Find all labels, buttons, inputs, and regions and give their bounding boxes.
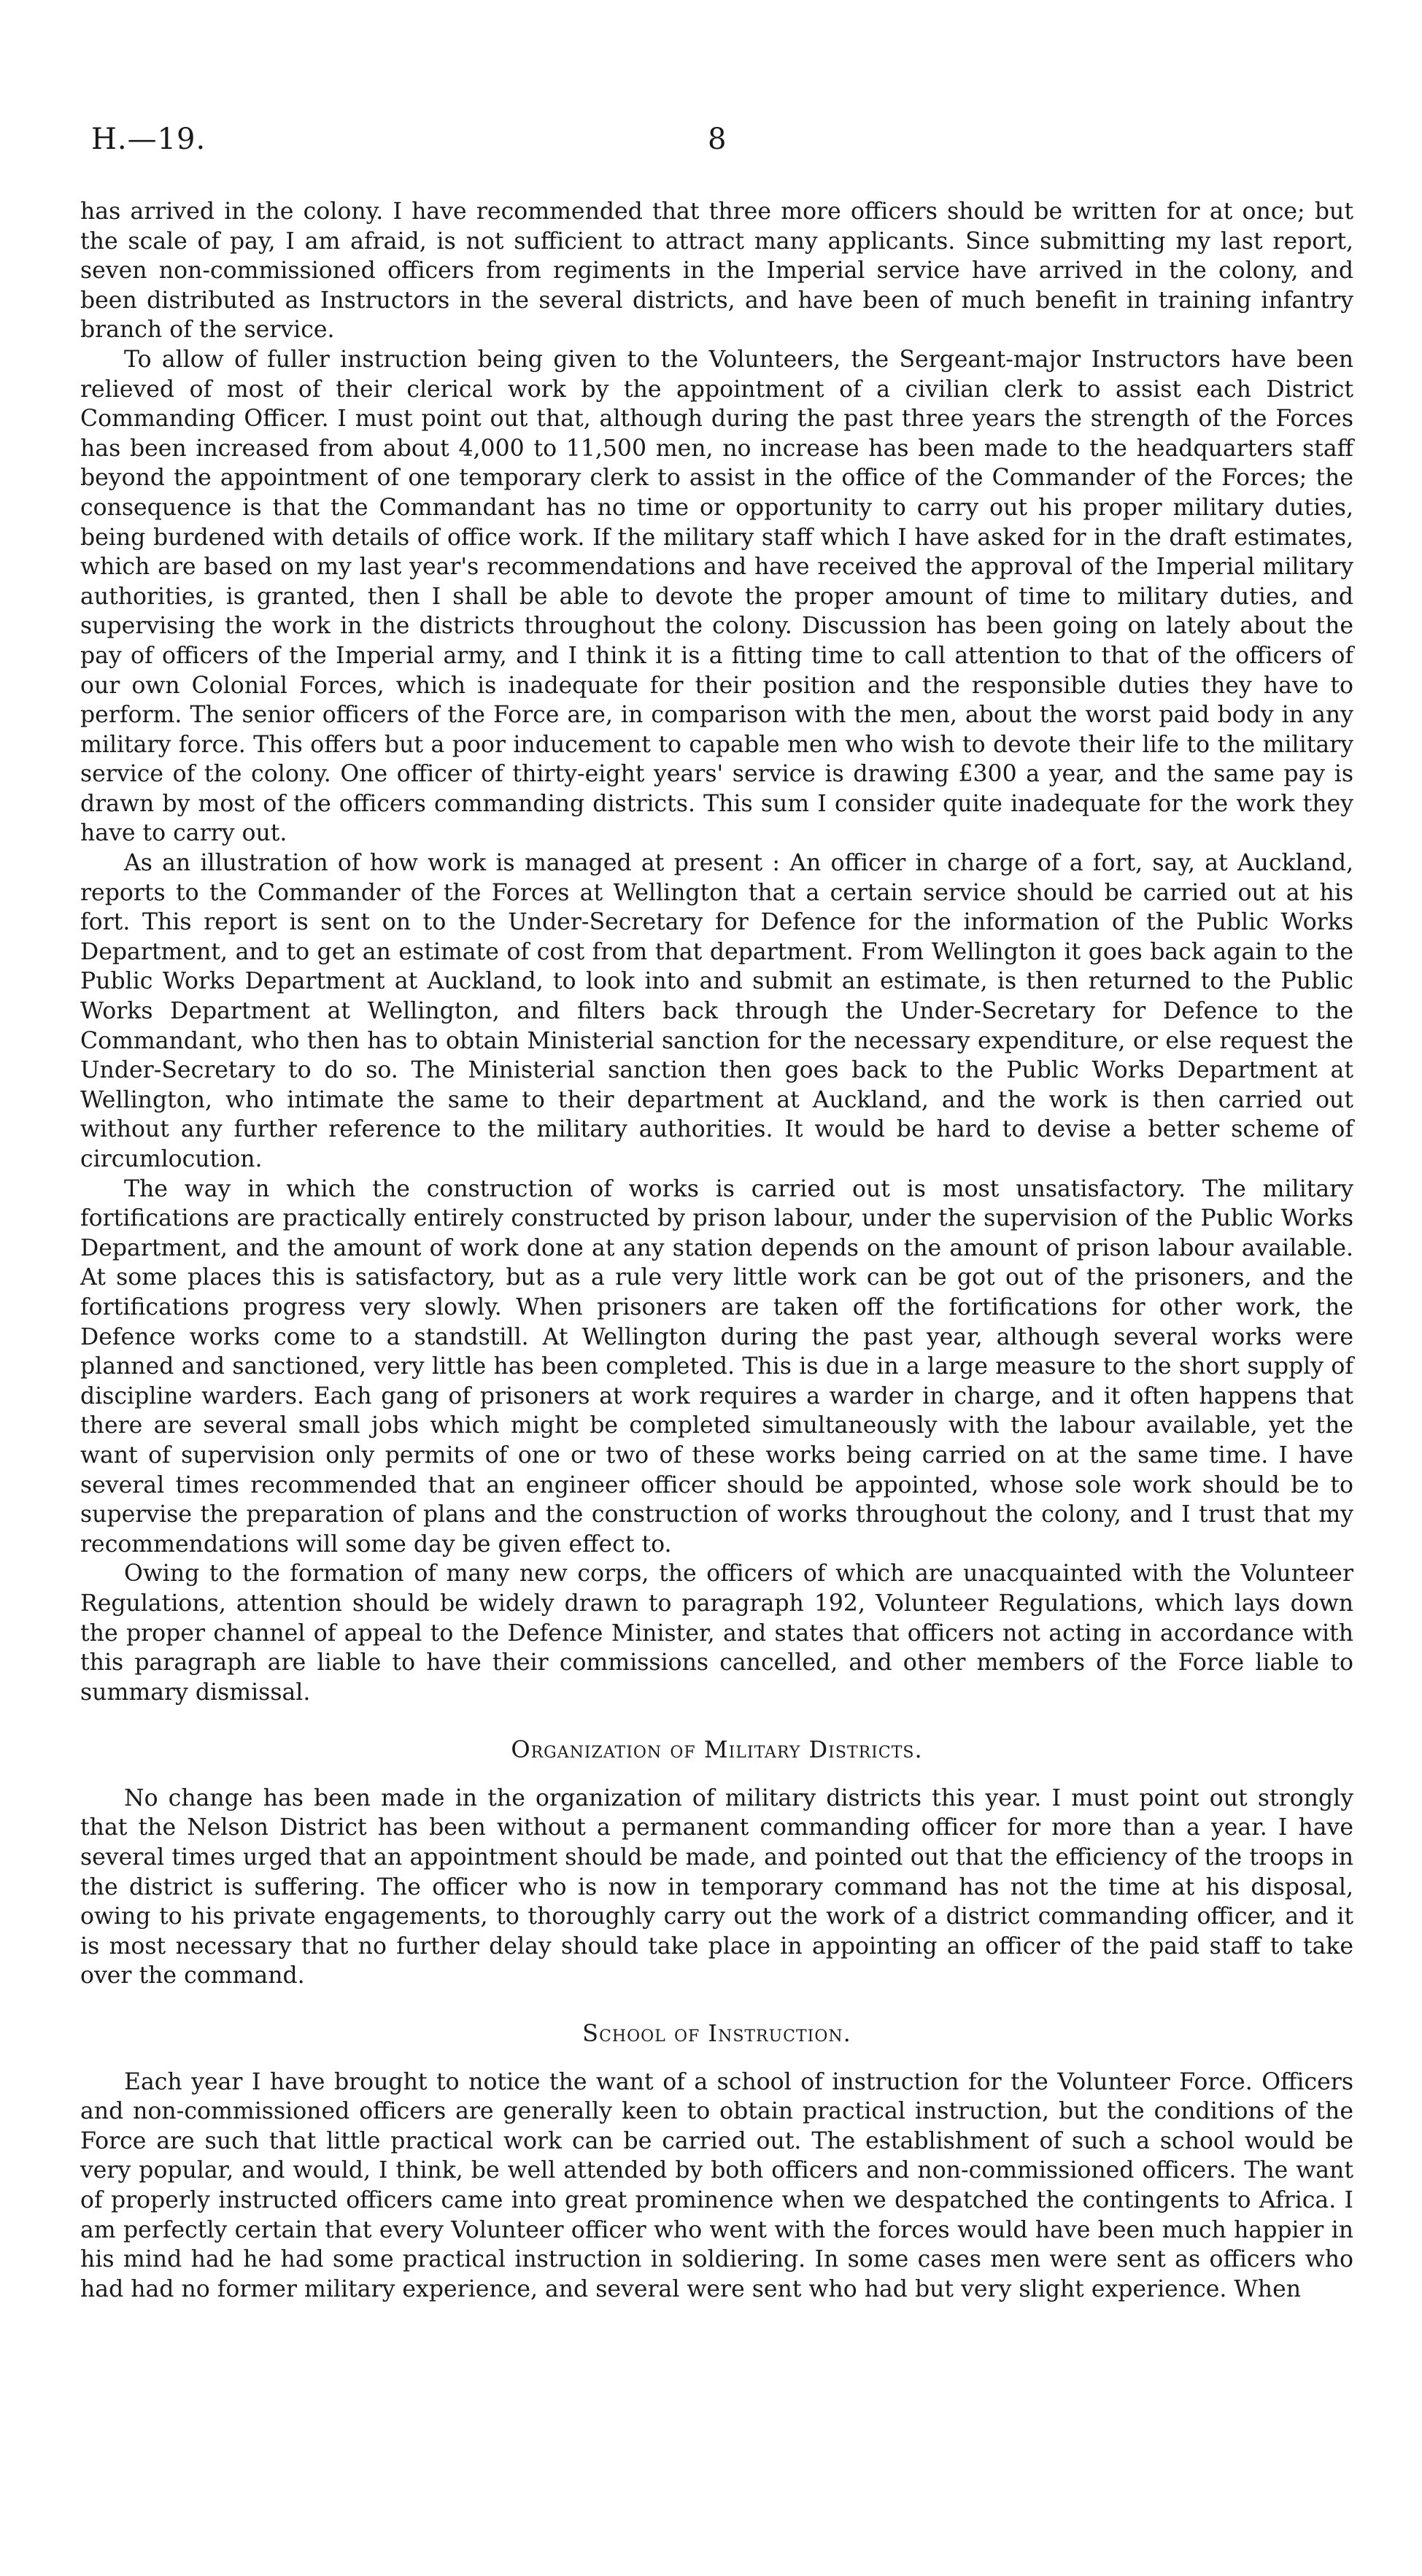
paragraph: Owing to the formation of many new corps, the officers of which are unacquainted with the Volunteer Regulations, attention should be widely drawn to paragraph 192, Volunteer Regulations, which lays down the proper channel of appeal to the Defence Minister, and states that officers not acting in accordance with this paragraph are liable to have their commissions cancelled, and other members of the Force liable to summary dismissal.	[80, 1560, 1353, 1706]
document-reference: H.—19.	[91, 123, 206, 156]
page-number: 8	[708, 123, 727, 156]
paragraph: The way in which the construction of works is carried out is most unsatisfactory. The military fortifications are practically entirely constructed by prison labour, under the supervision of the Public Works Department, and the amount of work done at any station depends on the amount of prison labour available. At some places this is satisfactory, but as a rule very little work can be got out of the prisoners, and the fortifications progress very slowly. When prisoners are taken off the fortifications for other work, the Defence works come to a standstill. At Wellington during the past year, although several works were planned and sanctioned, very little has been completed. This is due in a large measure to the short supply of discipline warders. Each gang of prisoners at work requires a warder in charge, and it often happens that there are several small jobs which might be completed simultaneously with the labour available, yet the want of supervision only permits of one or two of these works being carried on at the same time. I have several times recommended that an engineer officer should be appointed, whose sole work should be to supervise the preparation of plans and the construction of works throughout the colony, and I trust that my recommendations will some day be given effect to.	[80, 1175, 1353, 1558]
section-heading-organization-of-military-districts: Organization of Military Districts.	[511, 1736, 923, 1764]
page-header	[91, 123, 1346, 166]
paragraph: No change has been made in the organization of military districts this year. I must point out strongly that the Nelson District has been without a permanent commanding officer for more than a year. I have several times urged that an appointment should be made, and pointed out that the efficiency of the troops in the district is suffering. The officer who is now in temporary command has not the time at his disposal, owing to his private engagements, to thoroughly carry out the work of a district commanding officer, and it is most necessary that no further delay should take place in appointing an officer of the paid staff to take over the command.	[80, 1784, 1353, 1989]
paragraph: Each year I have brought to notice the want of a school of instruction for the Volunteer Force. Officers and non-commissioned officers are generally keen to obtain practical instruction, but the conditions of the Force are such that little practical work can be carried out. The establishment of such a school would be very popular, and would, I think, be well attended by both officers and non-commissioned officers. The want of properly instructed officers came into great prominence when we despatched the contingents to Africa. I am perfectly certain that every Volunteer officer who went with the forces would have been much happier in his mind had he had some practical instruction in soldiering. In some cases men were sent as officers who had had no former military experience, and several were sent who had but very slight experience. When	[80, 2068, 1353, 2302]
paragraph: As an illustration of how work is managed at present : An officer in charge of a fort, say, at Auckland, reports to the Commander of the Forces at Wellington that a certain service should be carried out at his fort. This report is sent on to the Under-Secretary for Defence for the information of the Public Works Department, and to get an estimate of cost from that department. From Wellington it goes back again to the Public Works Department at Auckland, to look into and submit an estimate, is then returned to the Public Works Department at Wellington, and filters back through the Under-Secretary for Defence to the Commandant, who then has to obtain Ministerial sanction for the necessary expenditure, or else request the Under-Secretary to do so. The Ministerial sanction then goes back to the Public Works Department at Wellington, who intimate the same to their department at Auckland, and the work is then carried out without any further reference to the military authorities. It would be hard to devise a better scheme of circumlocution.	[80, 850, 1353, 1172]
section-heading-school-of-instruction: School of Instruction.	[582, 2019, 851, 2048]
paragraph: To allow of fuller instruction being given to the Volunteers, the Sergeant-major Instructors have been relieved of most of their clerical work by the appointment of a civilian clerk to assist each District Commanding Officer. I must point out that, although during the past three years the strength of the Forces has been increased from about 4,000 to 11,500 men, no increase has been made to the headquarters staff beyond the appointment of one temporary clerk to assist in the office of the Commander of the Forces; the consequence is that the Commandant has no time or opportunity to carry out his proper military duties, being burdened with details of office work. If the military staff which I have asked for in the draft estimates, which are based on my last year's recommendations and have received the approval of the Imperial military authorities, is granted, then I shall be able to devote the proper amount of time to military duties, and supervising the work in the districts throughout the colony. Discussion has been going on lately about the pay of officers of the Imperial army, and I think it is a fitting time to call attention to that of the officers of our own Colonial Forces, which is inadequate for their position and the responsible duties they have to perform. The senior officers of the Force are, in comparison with the men, about the worst paid body in any military force. This offers but a poor inducement to capable men who wish to devote their life to the military service of the colony. One officer of thirty-eight years' service is drawing £300 a year, and the same pay is drawn by most of the officers commanding districts. This sum I consider quite inadequate for the work they have to carry out.	[80, 346, 1353, 847]
paragraph: has arrived in the colony. I have recommended that three more officers should be written for at once; but the scale of pay, I am afraid, is not sufficient to attract many applicants. Since submitting my last report, seven non-commissioned officers from regiments in the Imperial service have arrived in the colony, and been distributed as Instructors in the several districts, and have been of much benefit in training infantry branch of the service.	[80, 198, 1353, 344]
document-body	[80, 197, 1353, 2304]
